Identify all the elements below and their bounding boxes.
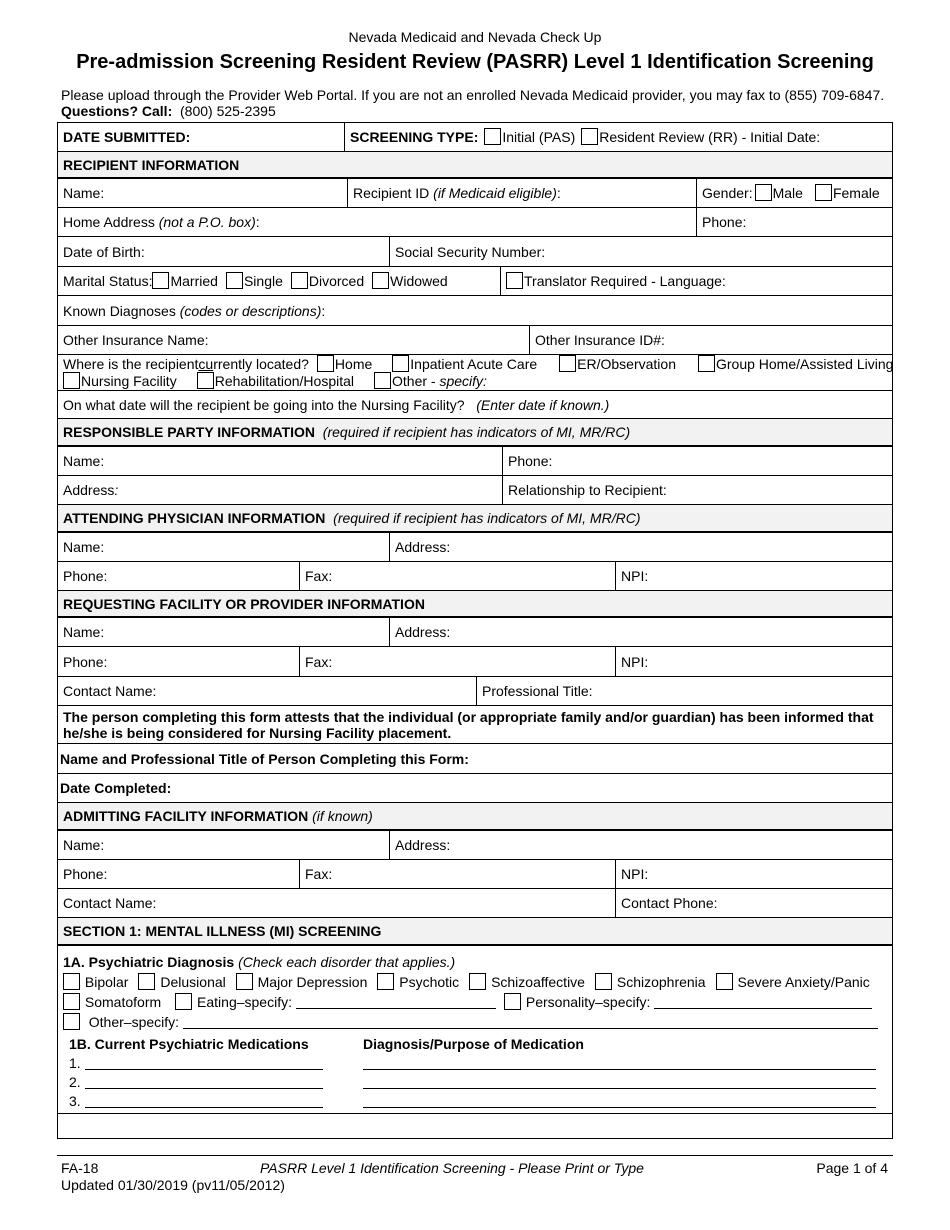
schizoaffective-label: Schizoaffective: [491, 974, 585, 990]
rehab-checkbox[interactable]: [197, 372, 214, 389]
medication-1-input[interactable]: [85, 1056, 323, 1070]
row-nf-date: [58, 391, 892, 419]
resident-review-checkbox[interactable]: [581, 128, 598, 145]
attestation-text: The person completing this form attests that the individual (or appropriate family and/or guardian) has been informed that he/she is being considered for Nursing Facility placement.: [63, 708, 874, 741]
psychotic-label: Psychotic: [399, 974, 460, 990]
nursing-facility-label: Nursing Facility: [81, 373, 177, 389]
admitting-contact-phone-label: Contact Phone:: [621, 895, 718, 911]
footer-rule: [57, 1155, 893, 1156]
medications-block: [63, 1034, 887, 1110]
requesting-npi-field[interactable]: [616, 647, 892, 676]
responsible-heading-cell: [58, 419, 892, 445]
er-observation-label: ER/Observation: [577, 356, 676, 372]
eating-specify-input[interactable]: [296, 995, 496, 1009]
dx-note: (Check each disorder that applies.): [238, 954, 456, 970]
physician-heading-cell: [58, 505, 892, 531]
admitting-heading-note: (if known): [312, 808, 373, 824]
questions-phone: (800) 525-2395: [180, 103, 276, 119]
rehab-label: Rehabilitation/Hospital: [214, 373, 355, 389]
row-date-completed: [58, 774, 892, 803]
female-label: Female: [832, 185, 880, 201]
dx-line-3: [63, 1012, 887, 1032]
row-admitting-name: [58, 831, 892, 860]
other-dx-checkbox[interactable]: [63, 1013, 80, 1030]
date-completed-field[interactable]: [58, 774, 892, 802]
responsible-heading-row: [58, 419, 892, 447]
admitting-name-field[interactable]: [58, 831, 390, 859]
dob-label: Date of Birth:: [63, 243, 145, 260]
admitting-fax-field[interactable]: [300, 860, 616, 888]
physician-address-field[interactable]: [390, 533, 892, 561]
date-submitted-label: DATE SUBMITTED:: [63, 129, 191, 145]
schizoaffective-checkbox[interactable]: [469, 973, 486, 990]
admitting-npi-label: NPI:: [621, 866, 649, 882]
admitting-heading: ADMITTING FACILITY INFORMATION: [63, 808, 309, 824]
purpose-line-1: [363, 1053, 876, 1072]
severe-anxiety-label: Severe Anxiety/Panic: [737, 974, 870, 990]
recipient-heading: RECIPIENT INFORMATION: [63, 156, 240, 173]
row-marital: [58, 267, 892, 296]
meds-label: 1B. Current Psychiatric Medications: [69, 1035, 309, 1052]
translator-checkbox[interactable]: [506, 272, 523, 289]
row-other-insurance: [58, 326, 892, 355]
male-label: Male: [772, 185, 803, 201]
professional-title-field[interactable]: [477, 677, 892, 705]
marital-status-label: Marital Status:: [63, 273, 153, 289]
eating-label: Eating–specify:: [197, 994, 292, 1010]
requesting-name-label: Name:: [63, 624, 105, 640]
row-physician-name: [58, 533, 892, 562]
group-home-checkbox[interactable]: [698, 355, 715, 372]
translator-field: [501, 267, 892, 295]
initial-pas-checkbox[interactable]: [484, 128, 501, 145]
responsible-phone-label: Phone:: [508, 453, 553, 469]
requesting-address-field[interactable]: [390, 618, 892, 646]
location-field: [58, 355, 898, 390]
recipient-heading-row: [58, 152, 892, 179]
requesting-phone-label: Phone:: [63, 653, 108, 670]
schizophrenia-checkbox[interactable]: [595, 973, 612, 990]
admitting-name-label: Name:: [63, 837, 105, 853]
other-location-checkbox[interactable]: [374, 372, 391, 389]
footer-title: PASRR Level 1 Identification Screening - Please Print or Type: [260, 1160, 644, 1176]
location-question-start: Where is the recipient: [63, 356, 199, 372]
completer-label: Name and Professional Title of Person Completing this Form:: [60, 750, 469, 767]
pasrr-form: [57, 122, 893, 1139]
screening-type-label: SCREENING TYPE:: [350, 129, 479, 145]
physician-npi-field[interactable]: [616, 562, 892, 590]
bipolar-label: Bipolar: [84, 974, 129, 990]
row-responsible-name: [58, 447, 892, 476]
row-known-diagnoses: [58, 296, 892, 326]
dx-line-2: [63, 992, 887, 1012]
purpose-line-3: [363, 1091, 876, 1110]
somatoform-label: Somatoform: [84, 994, 162, 1010]
psychotic-checkbox[interactable]: [377, 973, 394, 990]
row-blank-end: [58, 1114, 892, 1138]
location-line-2: [63, 373, 487, 390]
requesting-contact-field[interactable]: [58, 677, 477, 705]
dx-heading-line: [63, 952, 887, 972]
delusional-label: Delusional: [160, 974, 226, 990]
med-line-2: [69, 1072, 363, 1091]
personality-label: Personality–specify:: [525, 994, 651, 1010]
divorced-checkbox[interactable]: [291, 272, 308, 289]
section1-heading: SECTION 1: MENTAL ILLNESS (MI) SCREENING: [63, 923, 382, 939]
requesting-heading: REQUESTING FACILITY OR PROVIDER INFORMATION: [63, 595, 425, 612]
admitting-heading-cell: [58, 803, 892, 829]
male-checkbox[interactable]: [755, 184, 772, 201]
admitting-contact-phone-field[interactable]: [616, 889, 892, 917]
severe-anxiety-checkbox[interactable]: [716, 973, 733, 990]
recipient-name-label: Name:: [63, 185, 105, 201]
known-diagnoses-note: (codes or descriptions): [179, 302, 322, 319]
completer-field[interactable]: [58, 744, 892, 773]
marital-status-field: [58, 267, 501, 295]
home-address-field[interactable]: [58, 208, 697, 236]
recipient-phone-field[interactable]: [697, 208, 892, 236]
responsible-address-colon: :: [114, 482, 119, 498]
responsible-heading: RESPONSIBLE PARTY INFORMATION: [63, 424, 316, 440]
admitting-address-field[interactable]: [390, 831, 892, 859]
personality-checkbox[interactable]: [504, 993, 521, 1010]
physician-phone-label: Phone:: [63, 568, 108, 584]
screening-type-field: [345, 123, 892, 151]
other-insurance-name-label: Other Insurance Name:: [63, 332, 209, 348]
row-location: [58, 355, 892, 391]
major-depression-label: Major Depression: [257, 974, 368, 990]
nursing-facility-checkbox[interactable]: [63, 372, 80, 389]
personality-specify-input[interactable]: [654, 995, 872, 1009]
med-number-3: 3.: [69, 1092, 81, 1109]
translator-label: Translator Required - Language:: [524, 273, 726, 289]
widowed-label: Widowed: [390, 273, 448, 289]
agency-name: Nevada Medicaid and Nevada Check Up: [348, 29, 602, 45]
section1-heading-row: [58, 918, 892, 946]
responsible-address-field[interactable]: [58, 476, 503, 504]
other-location-label: Other -: [392, 373, 436, 389]
purpose-line-2: [363, 1072, 876, 1091]
gender-label: Gender:: [702, 185, 753, 201]
gender-field: [697, 179, 892, 207]
purpose-2-input[interactable]: [363, 1075, 876, 1089]
purpose-label: Diagnosis/Purpose of Medication: [363, 1035, 584, 1052]
row-admitting-phone: [58, 860, 892, 889]
initial-pas-label: Initial (PAS): [502, 129, 576, 145]
physician-name-field[interactable]: [58, 533, 390, 561]
row-dob-ssn: [58, 237, 892, 267]
dob-field[interactable]: [58, 237, 390, 266]
responsible-address-label: Address: [63, 482, 115, 498]
location-question-end: rrently located?: [213, 356, 309, 372]
other-dx-specify-input[interactable]: [183, 1015, 878, 1029]
requesting-fax-label: Fax:: [305, 653, 333, 670]
inpatient-label: Inpatient Acute Care: [410, 356, 538, 372]
responsible-name-field[interactable]: [58, 447, 503, 475]
admitting-address-label: Address:: [395, 837, 451, 853]
other-insurance-id-label: Other Insurance ID#:: [535, 332, 665, 348]
recipient-phone-label: Phone:: [702, 214, 747, 230]
row-home-address: [58, 208, 892, 237]
known-diagnoses-colon: :: [321, 302, 326, 319]
responsible-heading-note: (required if recipient has indicators of MI, MR/RC): [322, 424, 631, 440]
date-completed-label: Date Completed:: [60, 780, 172, 796]
admitting-npi-field[interactable]: [616, 860, 892, 888]
purpose-1-input[interactable]: [363, 1056, 876, 1070]
updated-date: Updated 01/30/2019 (pv11/05/2012): [61, 1177, 285, 1193]
other-insurance-name-field[interactable]: [58, 326, 530, 354]
other-location-note: specify:: [439, 373, 487, 389]
ssn-field[interactable]: [390, 237, 892, 266]
section1-body: [58, 946, 892, 1113]
responsible-name-label: Name:: [63, 453, 105, 469]
physician-name-label: Name:: [63, 539, 105, 555]
physician-address-label: Address:: [395, 539, 451, 555]
physician-fax-label: Fax:: [305, 568, 333, 584]
eating-checkbox[interactable]: [175, 993, 192, 1010]
page-number: Page 1 of 4: [816, 1160, 888, 1176]
medication-2-input[interactable]: [85, 1075, 323, 1089]
inpatient-checkbox[interactable]: [392, 355, 409, 372]
med-line-3: [69, 1091, 363, 1110]
recipient-id-label: Recipient ID: [353, 185, 430, 201]
home-location-label: Home: [334, 356, 373, 372]
widowed-checkbox[interactable]: [372, 272, 389, 289]
bipolar-checkbox[interactable]: [63, 973, 80, 990]
admitting-phone-field[interactable]: [58, 860, 300, 888]
professional-title-label: Professional Title:: [482, 683, 593, 699]
date-submitted-field[interactable]: [58, 123, 345, 151]
questions-line: [61, 103, 276, 119]
row-requesting-phone: [58, 647, 892, 677]
admitting-contact-label: Contact Name:: [63, 895, 157, 911]
delusional-checkbox[interactable]: [138, 973, 155, 990]
other-insurance-id-field[interactable]: [530, 326, 892, 354]
row-requesting-contact: [58, 677, 892, 706]
requesting-heading-row: [58, 591, 892, 618]
physician-phone-field[interactable]: [58, 562, 300, 590]
blank-end-cell: [58, 1114, 892, 1138]
home-address-label: Home Address: [63, 214, 155, 230]
recipient-id-colon: :: [556, 185, 561, 201]
major-depression-checkbox[interactable]: [236, 973, 253, 990]
page-title: Pre-admission Screening Resident Review (PASRR) Level 1 Identification Screening: [76, 51, 874, 73]
row-attestation: [58, 706, 892, 744]
row-admitting-contact: [58, 889, 892, 918]
other-dx-label: Other–specify:: [88, 1014, 180, 1030]
physician-heading: ATTENDING PHYSICIAN INFORMATION: [63, 510, 326, 526]
purpose-3-input[interactable]: [363, 1094, 876, 1108]
group-home-label: Group Home/Assisted Living: [715, 356, 894, 372]
physician-npi-label: NPI:: [621, 568, 649, 584]
med-number-2: 2.: [69, 1073, 81, 1090]
home-address-note: (not a P.O. box): [158, 214, 256, 230]
home-address-colon: :: [255, 214, 260, 230]
medications-column: [63, 1034, 363, 1110]
location-question-underlined: cu: [198, 356, 214, 372]
row-requesting-name: [58, 618, 892, 647]
row-physician-phone: [58, 562, 892, 591]
married-checkbox[interactable]: [152, 272, 169, 289]
somatoform-checkbox[interactable]: [63, 993, 80, 1010]
recipient-id-field[interactable]: [348, 179, 697, 207]
row-responsible-address: [58, 476, 892, 505]
recipient-name-field[interactable]: [58, 179, 348, 207]
married-label: Married: [170, 273, 218, 289]
known-diagnoses-label: Known Diagnoses: [63, 302, 176, 319]
instructions: Please upload through the Provider Web Portal. If you are not an enrolled Nevada Medicaid provider, you may fax to (855) 709-6847.: [61, 87, 885, 103]
nf-date-field[interactable]: [58, 391, 892, 418]
recipient-id-note: (if Medicaid eligible): [433, 185, 557, 201]
responsible-phone-field[interactable]: [503, 447, 892, 475]
relationship-field[interactable]: [503, 476, 892, 504]
er-observation-checkbox[interactable]: [559, 355, 576, 372]
form-id: FA-18: [61, 1160, 99, 1176]
dx-line-1: [63, 972, 887, 992]
row-completer: [58, 744, 892, 774]
resident-review-label: Resident Review (RR) - Initial Date:: [599, 129, 821, 145]
nf-date-note: (Enter date if known.): [476, 396, 610, 413]
admitting-fax-label: Fax:: [305, 866, 333, 882]
questions-label: Questions? Call:: [61, 103, 173, 119]
physician-heading-row: [58, 505, 892, 533]
row-section1-body: [58, 946, 892, 1114]
nf-date-label: On what date will the recipient be going into the Nursing Facility?: [63, 396, 465, 413]
requesting-contact-label: Contact Name:: [63, 683, 157, 699]
medication-3-input[interactable]: [85, 1094, 323, 1108]
dx-label: 1A. Psychiatric Diagnosis: [63, 954, 235, 970]
location-line-1: [63, 356, 893, 373]
admitting-phone-label: Phone:: [63, 866, 108, 882]
requesting-npi-label: NPI:: [621, 653, 649, 670]
female-checkbox[interactable]: [815, 184, 832, 201]
admitting-heading-row: [58, 803, 892, 831]
physician-heading-note: (required if recipient has indicators of MI, MR/RC): [333, 510, 641, 526]
divorced-label: Divorced: [308, 273, 365, 289]
single-label: Single: [243, 273, 283, 289]
requesting-phone-field[interactable]: [58, 647, 300, 676]
admitting-contact-field[interactable]: [58, 889, 616, 917]
med-line-1: [69, 1053, 363, 1072]
requesting-name-field[interactable]: [58, 618, 390, 646]
requesting-address-label: Address:: [395, 624, 451, 640]
purpose-column: [363, 1034, 876, 1110]
med-number-1: 1.: [69, 1054, 81, 1071]
row-recipient-name: [58, 179, 892, 208]
requesting-fax-field[interactable]: [300, 647, 616, 676]
relationship-label: Relationship to Recipient:: [508, 482, 667, 498]
home-location-checkbox[interactable]: [317, 355, 334, 372]
known-diagnoses-field[interactable]: [58, 296, 892, 325]
ssn-label: Social Security Number:: [395, 243, 546, 260]
single-checkbox[interactable]: [226, 272, 243, 289]
row-submission: [58, 123, 892, 152]
physician-fax-field[interactable]: [300, 562, 616, 590]
schizophrenia-label: Schizophrenia: [616, 974, 706, 990]
